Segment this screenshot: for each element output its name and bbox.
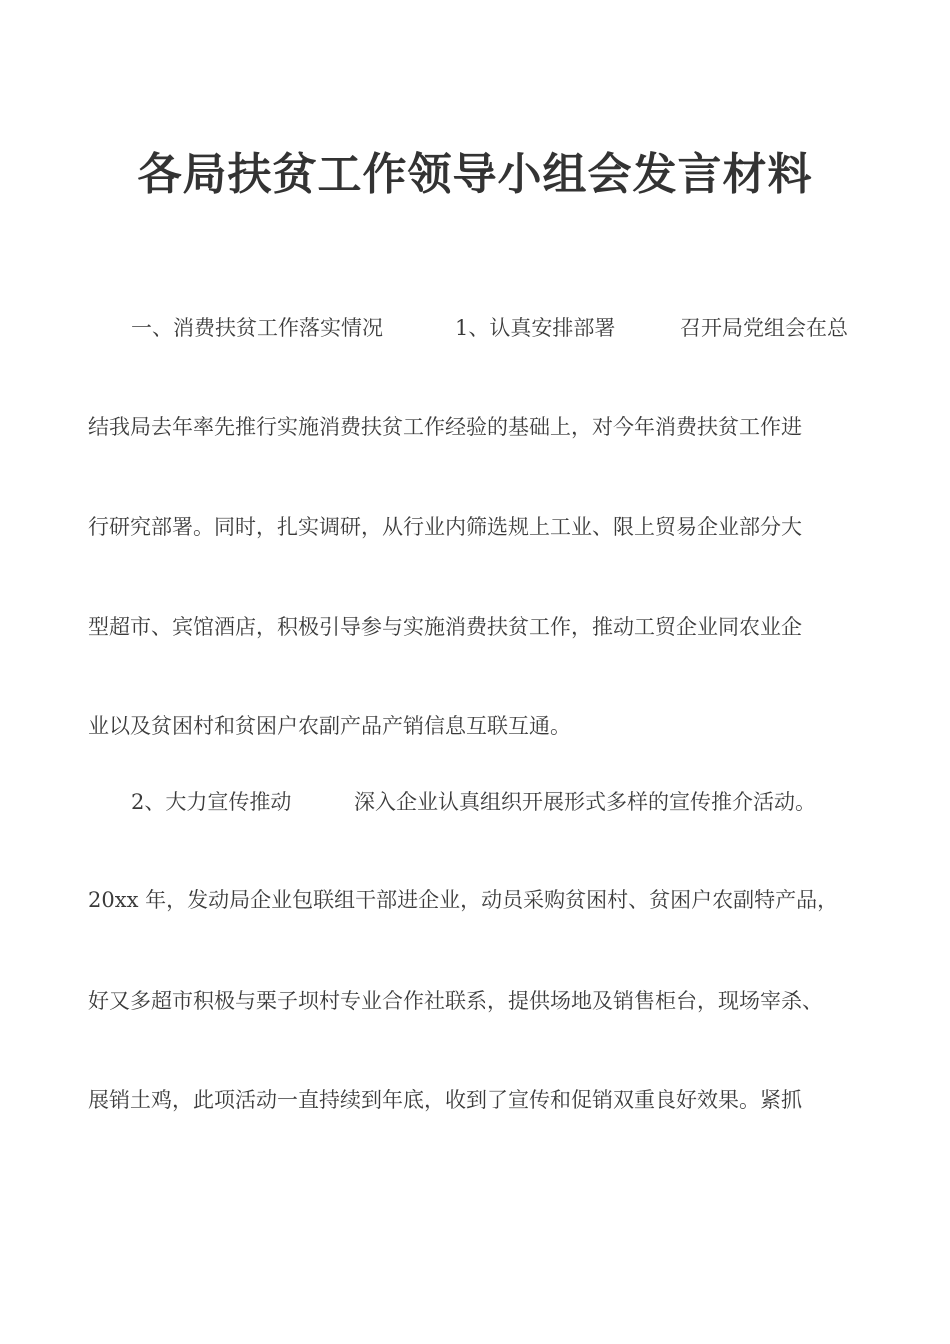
document-title: 各局扶贫工作领导小组会发言材料 [137,149,813,200]
paragraph-1-line-4: 型超市、宾馆酒店，积极引导参与实施消费扶贫工作，推动工贸企业同农业企 [88,615,802,639]
subsection-heading: 1、认真安排部署 [455,316,616,340]
paragraph-2-line-3: 好又多超市积极与栗子坝村专业合作社联系，提供场地及销售柜台，现场宰杀、 [88,989,823,1013]
paragraph-1-line-1 [0,313,950,343]
paragraph-1-line-3: 行研究部署。同时，扎实调研，从行业内筛选规上工业、限上贸易企业部分大 [88,515,802,539]
section-heading: 一、消费扶贫工作落实情况 [131,316,383,340]
paragraph-2-line-4: 展销土鸡，此项活动一直持续到年底，收到了宣传和促销双重良好效果。紧抓 [88,1088,802,1112]
subsection-heading: 2、大力宣传推动 [131,790,292,814]
paragraph-2-line-2: 20xx 年，发动局企业包联组干部进企业，动员采购贫困村、贫困户农副特产品， [88,888,839,912]
paragraph-text: 召开局党组会在总 [680,316,848,340]
paragraph-1-line-5: 业以及贫困村和贫困户农副产品产销信息互联互通。 [88,714,571,738]
paragraph-2-line-1 [0,787,950,817]
paragraph-text: 深入企业认真组织开展形式多样的宣传推介活动。 [354,790,816,814]
paragraph-1-line-2: 结我局去年率先推行实施消费扶贫工作经验的基础上，对今年消费扶贫工作进 [88,415,802,439]
